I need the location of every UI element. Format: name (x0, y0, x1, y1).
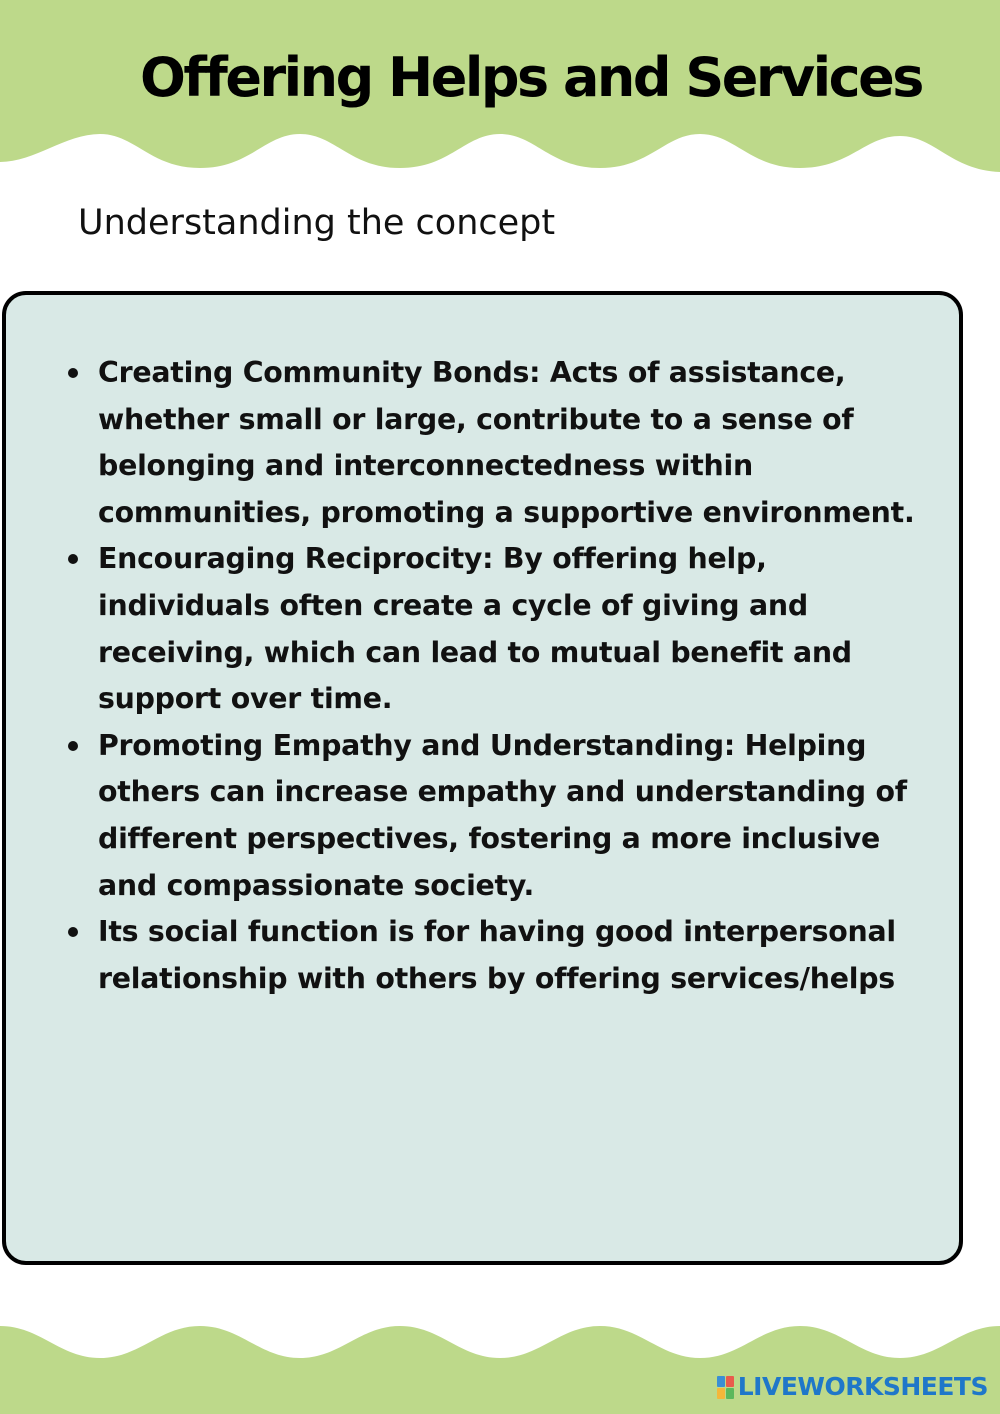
list-item-reciprocity: Encouraging Reciprocity: By offering help, individuals often create a cycle of giving and receiving, which can lead to mutual benefit and support over time. (98, 536, 928, 722)
list-item-empathy: Promoting Empathy and Understanding: Helping others can increase empathy and understanding of different perspectives, fostering a more inclusive and compassionate society. (98, 723, 928, 909)
list-item-social-function: Its social function is for having good interpersonal relationship with others by offering services/helps (98, 909, 928, 1002)
page-title: Offering Helps and Services (140, 46, 922, 109)
content-panel (2, 291, 963, 1265)
liveworksheets-logo[interactable] (717, 1372, 988, 1402)
section-subtitle: Understanding the concept (78, 203, 556, 243)
liveworksheets-logo-icon (717, 1376, 734, 1399)
logo-text: LIVEWORKSHEETS (737, 1372, 988, 1401)
bullet-list (98, 350, 928, 1002)
list-item-community-bonds: Creating Community Bonds: Acts of assistance, whether small or large, contribute to a sense of belonging and interconnectedness within communities, promoting a supportive environment. (98, 350, 928, 536)
